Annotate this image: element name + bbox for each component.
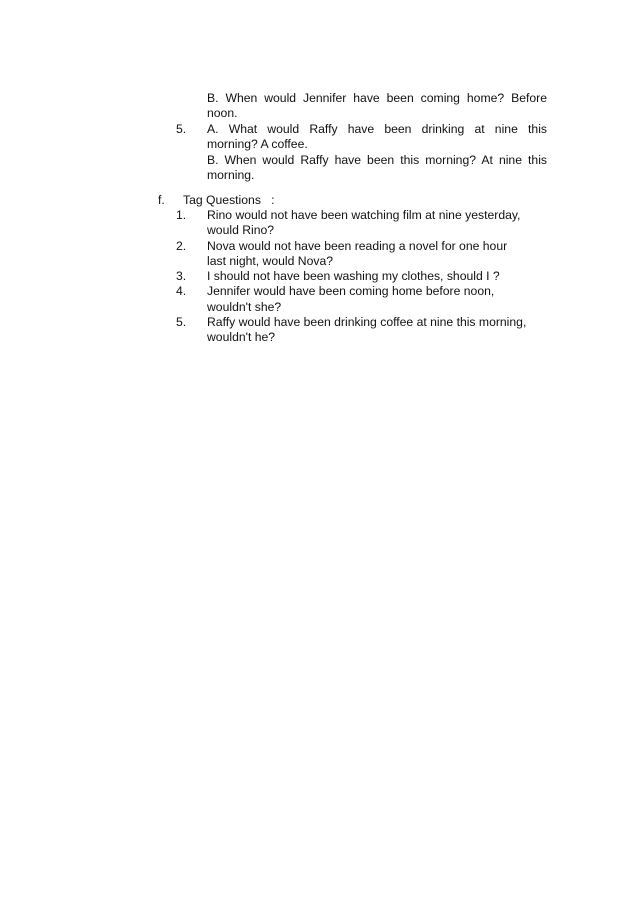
previous-section-item-5 xyxy=(176,122,547,183)
item-text xyxy=(207,284,557,315)
section-letter: f. xyxy=(158,193,165,207)
item-number: 5. xyxy=(176,315,187,330)
item-text xyxy=(207,239,557,270)
text-line: noon. xyxy=(207,106,238,121)
text-line: B. When would Raffy have been this morning? At nine this xyxy=(207,152,547,167)
text-line: I should not have been washing my clothes, should I ? xyxy=(207,269,500,284)
text-line: Rino would not have been watching film at nine yesterday, xyxy=(207,208,521,222)
text-line: would Rino? xyxy=(207,223,275,238)
text-line: Nova would not have been reading a novel for one hour xyxy=(207,238,508,253)
item-number: 2. xyxy=(176,238,187,253)
list-item xyxy=(176,315,556,346)
text-line: wouldn't he? xyxy=(207,330,276,345)
text-line: last night, would Nova? xyxy=(207,253,334,268)
item-number: 1. xyxy=(176,208,187,222)
text-line: A. What would Raffy have been drinking at nine this xyxy=(207,122,547,136)
list-item xyxy=(176,269,556,284)
item-number: 4. xyxy=(176,284,187,299)
item-text xyxy=(207,122,547,183)
text-line: Jennifer would have been coming home before noon, xyxy=(207,284,495,299)
item-number: 3. xyxy=(176,269,187,284)
tag-questions-list xyxy=(176,208,556,346)
item-text xyxy=(207,315,557,346)
item-text xyxy=(207,269,557,284)
list-item xyxy=(176,239,556,270)
text-line: wouldn't she? xyxy=(207,299,282,314)
previous-item-continuation xyxy=(207,91,547,122)
item-text xyxy=(207,208,557,239)
text-line: morning. xyxy=(207,167,255,182)
section-title: Tag Questions : xyxy=(183,193,275,207)
list-item xyxy=(176,284,556,315)
list-item xyxy=(176,208,556,239)
item-number: 5. xyxy=(176,122,187,136)
text-line: B. When would Jennifer have been coming home? Before xyxy=(207,91,547,105)
text-line: Raffy would have been drinking coffee at nine this morning, xyxy=(207,315,527,330)
text-line: morning? A coffee. xyxy=(207,137,308,152)
